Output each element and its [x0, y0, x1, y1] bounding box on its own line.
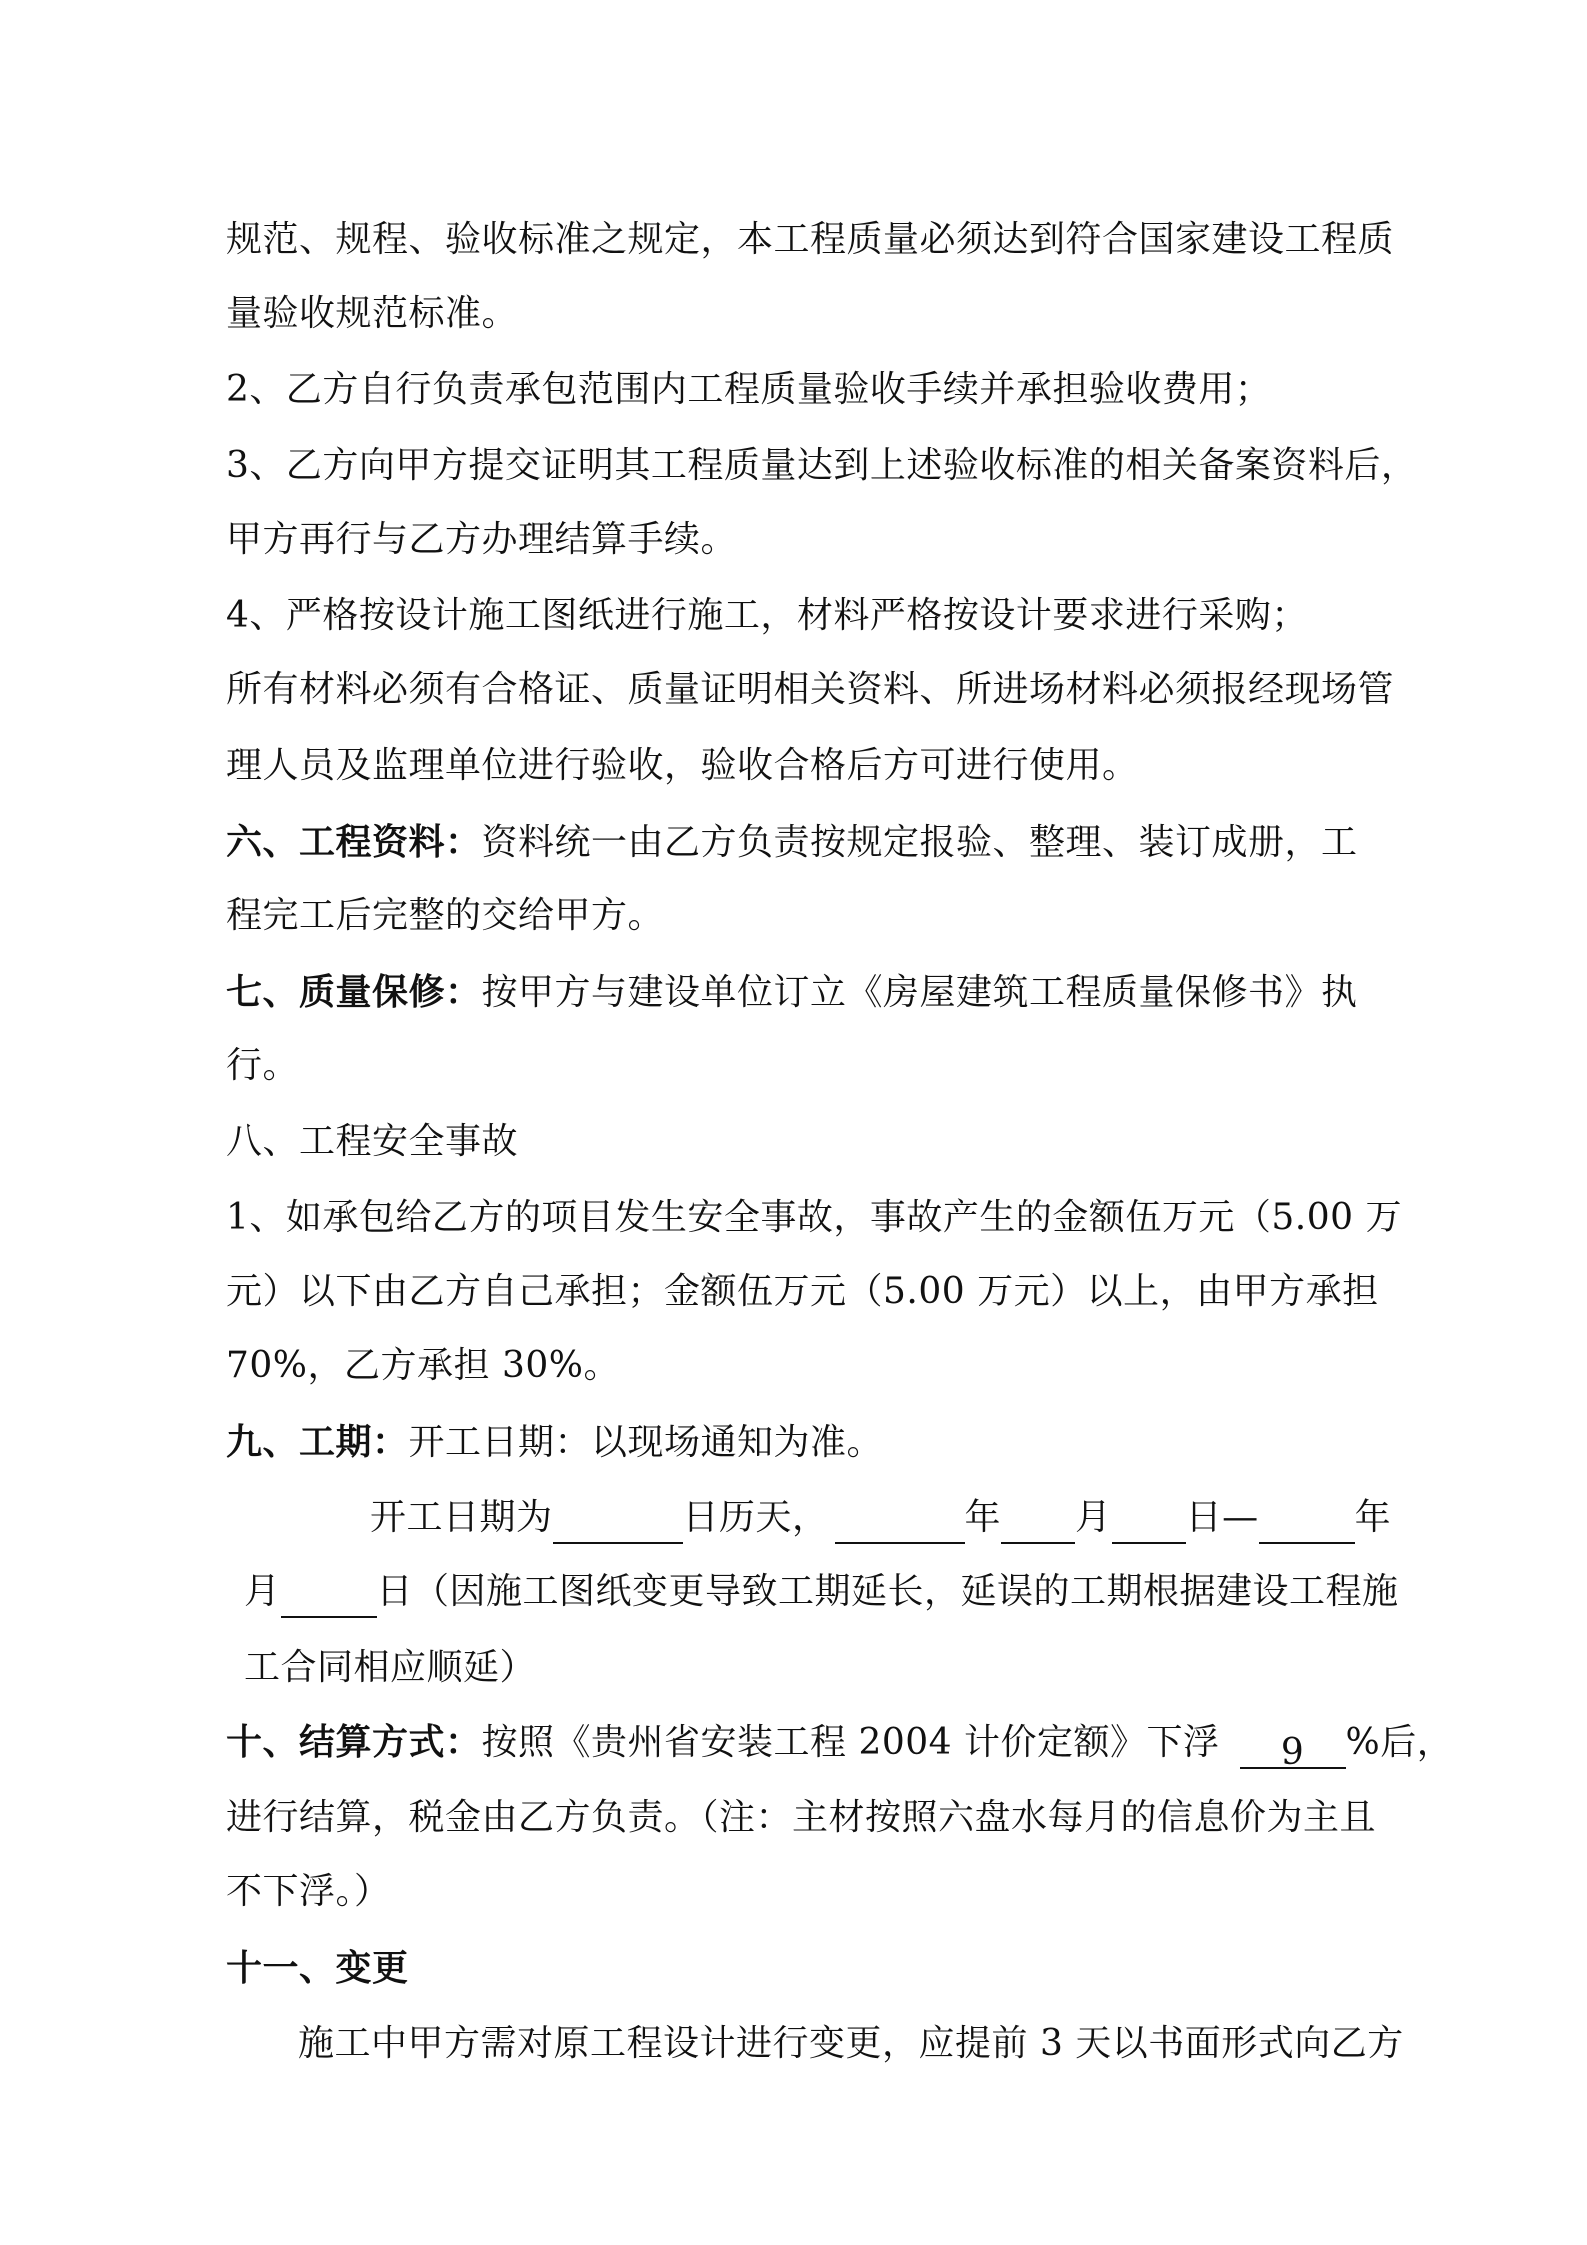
- section-10-text: 按照《贵州省安装工程 2004 计价定额》下浮: [481, 1722, 1220, 1763]
- end-year-blank[interactable]: [1259, 1502, 1355, 1544]
- month-label: 月: [1075, 1497, 1112, 1538]
- year-label: 年: [964, 1497, 1002, 1538]
- day-dash-label: 日—: [1185, 1497, 1259, 1538]
- paragraph-line: 程完工后完整的交给甲方。: [226, 895, 665, 936]
- paragraph-line: 行。: [226, 1045, 300, 1086]
- list-item-3: 3、乙方向甲方提交证明其工程质量达到上述验收标准的相关备案资料后，: [226, 445, 1418, 486]
- end-month-label: 月: [244, 1571, 281, 1612]
- section-9: [226, 1416, 1406, 1468]
- start-year-blank[interactable]: [835, 1502, 965, 1544]
- section-11-title: 十一、变更: [226, 1947, 409, 1989]
- paragraph-line: 工合同相应顺延）: [244, 1647, 537, 1688]
- paragraph-line: 规范、规程、验收标准之规定，本工程质量必须达到符合国家建设工程质: [226, 219, 1395, 260]
- section-7: [226, 966, 1406, 1018]
- section-8-title: 八、工程安全事故: [226, 1121, 519, 1162]
- period-line: [244, 1566, 1424, 1618]
- period-line: [370, 1492, 1550, 1544]
- list-item-4: 4、严格按设计施工图纸进行施工，材料严格按设计要求进行采购；: [226, 595, 1308, 636]
- paragraph-line: 元）以下由乙方自己承担；金额伍万元（5.00 万元）以上，由甲方承担: [226, 1271, 1379, 1312]
- list-item-1: 1、如承包给乙方的项目发生安全事故，事故产生的金额伍万元（5.00 万: [226, 1197, 1403, 1238]
- section-7-text: 按甲方与建设单位订立《房屋建筑工程质量保修书》执: [481, 972, 1358, 1013]
- paragraph-line: 所有材料必须有合格证、质量证明相关资料、所进场材料必须报经现场管: [226, 669, 1395, 710]
- start-month-blank[interactable]: [1001, 1502, 1075, 1544]
- discount-blank[interactable]: 9: [1240, 1727, 1346, 1769]
- section-9-text: 开工日期：以现场通知为准。: [408, 1422, 884, 1463]
- list-item-2: 2、乙方自行负责承包范围内工程质量验收手续并承担验收费用；: [226, 369, 1272, 410]
- section-10-text-after: %后，: [1345, 1722, 1454, 1763]
- section-7-title: 七、质量保修：: [226, 971, 482, 1013]
- days-blank[interactable]: [553, 1502, 683, 1544]
- section-6-title: 六、工程资料：: [226, 821, 482, 863]
- paragraph-line: 理人员及监理单位进行验收，验收合格后方可进行使用。: [226, 745, 1139, 786]
- paragraph-line: 甲方再行与乙方办理结算手续。: [226, 519, 738, 560]
- paragraph-line: 进行结算，税金由乙方负责。（注：主材按照六盘水每月的信息价为主且: [226, 1797, 1377, 1838]
- start-date-label: 开工日期为: [370, 1497, 553, 1538]
- period-note: 日（因施工图纸变更导致工期延长，延误的工期根据建设工程施: [376, 1571, 1399, 1612]
- end-year-label: 年: [1354, 1497, 1392, 1538]
- section-6-text: 资料统一由乙方负责按规定报验、整理、装订成册，工: [481, 822, 1358, 863]
- section-10: [226, 1716, 1454, 1773]
- end-day-blank[interactable]: [281, 1576, 377, 1618]
- start-day-blank[interactable]: [1112, 1502, 1186, 1544]
- paragraph-line: 不下浮。）: [226, 1871, 391, 1912]
- paragraph-line: 70%，乙方承担 30%。: [226, 1345, 620, 1386]
- paragraph-line: 量验收规范标准。: [226, 293, 519, 334]
- paragraph-line: 施工中甲方需对原工程设计进行变更，应提前 3 天以书面形式向乙方: [298, 2023, 1404, 2064]
- section-9-title: 九、工期：: [226, 1421, 409, 1463]
- section-10-title: 十、结算方式：: [226, 1721, 482, 1763]
- days-unit: 日历天，: [682, 1497, 829, 1538]
- section-6: [226, 816, 1406, 868]
